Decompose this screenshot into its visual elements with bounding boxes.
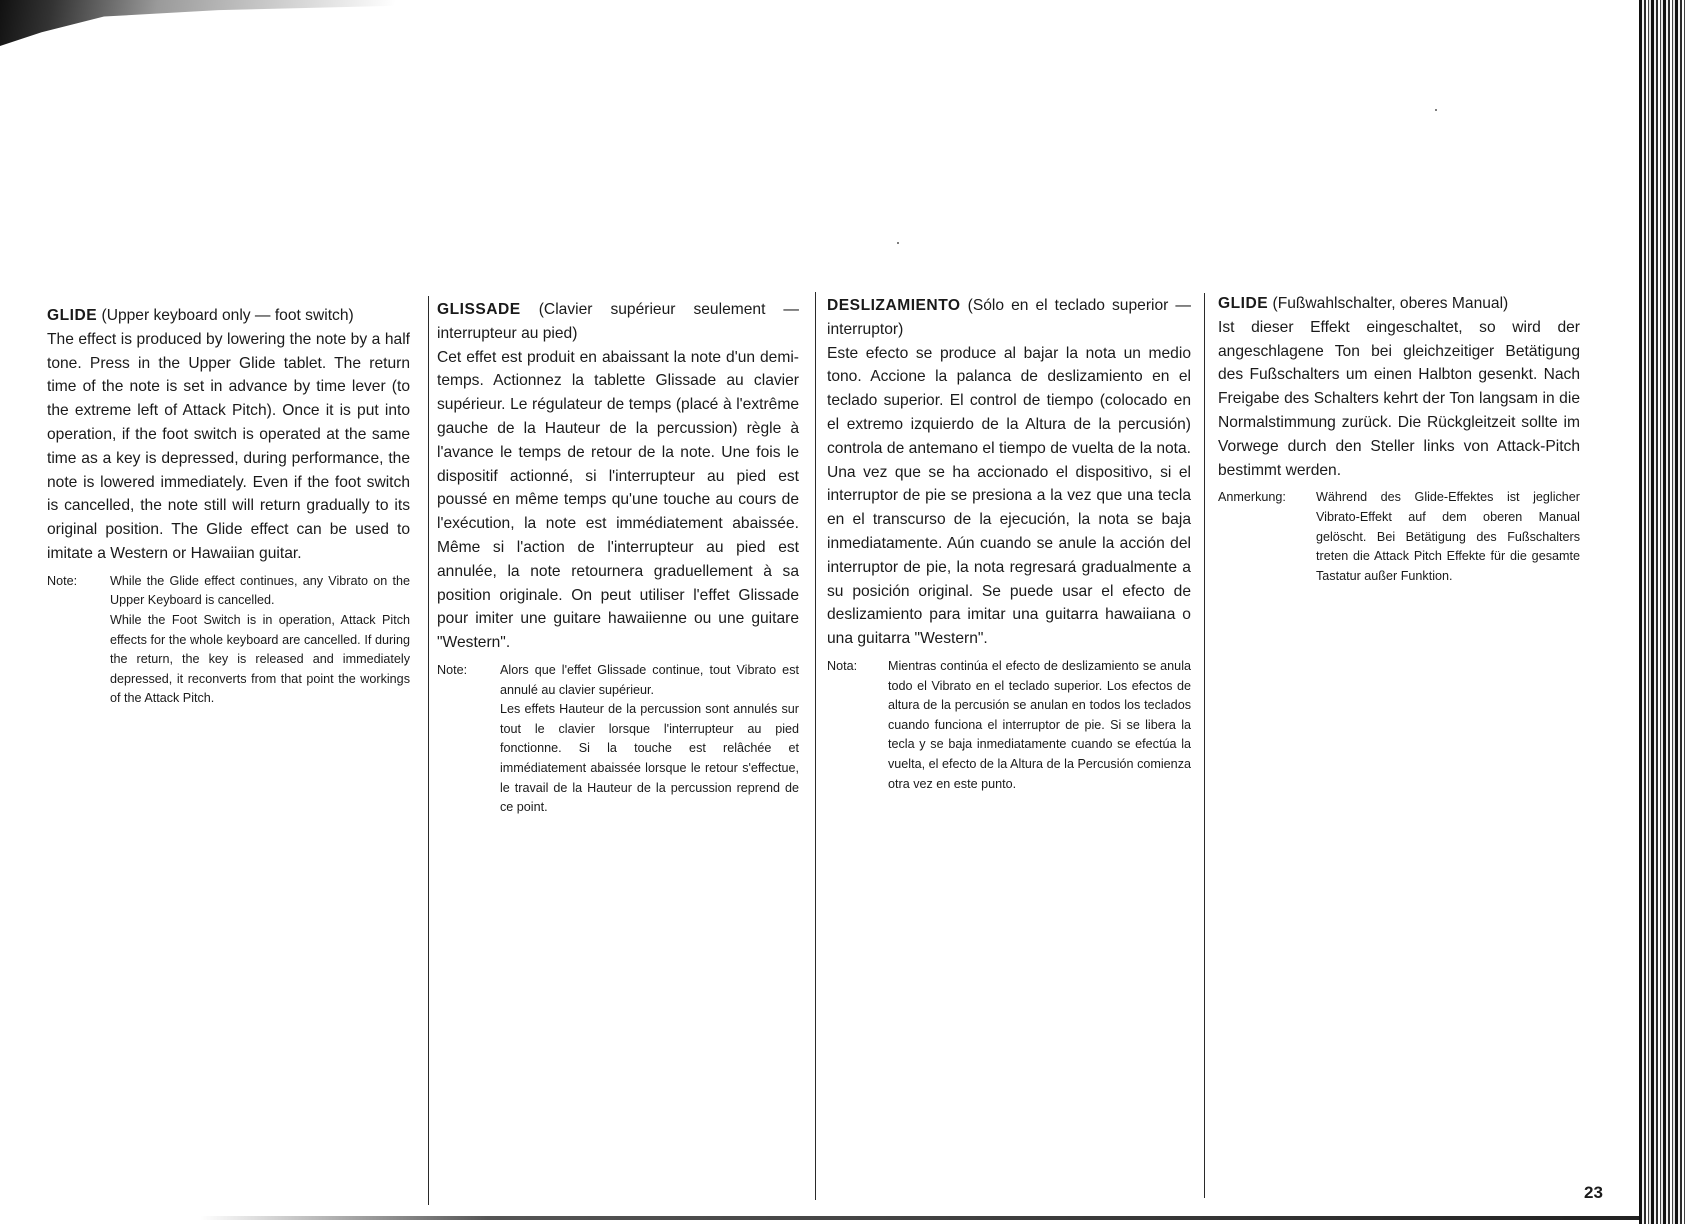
section-title: DESLIZAMIENTO [827, 297, 961, 314]
section-body: Este efecto se produce al bajar la nota un medio tono. Accione la palanca de deslizamiento en el teclado superior. El control de tiempo (colocado en el extremo izquierdo de la Altura de la percusión) controla de antemano el tiempo de vuelta de la nota. Una vez que se ha accionado el dispositivo, si el interruptor de pie se presiona a la vez que una tecla en el transcurso de la ejecución, la nota se baja inmediatamente. Aún cuando se anule la acción del interruptor de pie, la nota regresará gradualmente a su posición original. Se puede usar el efecto de deslizamiento para imitar una guitarra hawaiiana o una guitarra "Western". [827, 344, 1191, 648]
note-block [437, 661, 799, 818]
column-spanish [827, 294, 1191, 794]
note-text [1316, 488, 1580, 586]
note-text [500, 661, 799, 818]
section-heading [1218, 292, 1580, 316]
section-title: GLIDE [47, 307, 98, 324]
note-paragraph: Alors que l'effet Glissade continue, tout Vibrato est annulé au clavier supérieur. [500, 662, 799, 697]
section-title: GLISSADE [437, 301, 521, 318]
note-block [827, 657, 1191, 794]
section-subtitle: (Sólo en el teclado superior — interruptor) [827, 297, 1191, 338]
column-english [47, 304, 410, 709]
column-german [1218, 292, 1580, 586]
column-divider [815, 292, 816, 1200]
section-subtitle: (Fußwahlschalter, oberes Manual) [1272, 295, 1509, 312]
note-label: Nota: [827, 658, 858, 673]
section-heading [827, 294, 1191, 342]
section-subtitle: (Clavier supérieur seulement — interrupteur au pied) [437, 301, 800, 342]
note-label: Anmerkung: [1218, 490, 1286, 505]
section-heading [437, 298, 799, 346]
note-paragraph: While the Foot Switch is in operation, Attack Pitch effects for the whole keyboard are cancelled. If during the return, the key is released and immediately depressed, it reconverts from that point the workings of the Attack Pitch. [110, 612, 410, 706]
note-label: Note: [47, 573, 78, 588]
note-label: Note: [437, 662, 468, 677]
note-block [1218, 488, 1580, 586]
scan-speck [897, 242, 899, 244]
scan-speck [1435, 109, 1437, 111]
note-block [47, 572, 410, 709]
column-divider [428, 296, 429, 1205]
page-binding-edge [1639, 0, 1685, 1224]
section-subtitle: (Upper keyboard only — foot switch) [101, 307, 354, 324]
note-paragraph: Während des Glide-Effektes ist jeglicher Vibrato-Effekt auf dem oberen Manual gelöscht. Bei Betätigung des Fußschalters treten die Attack Pitch Effekte für die gesamte Tastatur außer Funktion. [1316, 490, 1580, 583]
section-heading [47, 304, 410, 328]
section-title: GLIDE [1218, 295, 1269, 312]
page-number: 23 [1584, 1183, 1603, 1202]
section-body: Cet effet est produit en abaissant la note d'un demi-temps. Actionnez la tablette Glissade au clavier supérieur. Le régulateur de temps (placé à l'extrême gauche de la Hauteur de la percussion) règle à l'avance le temps de retour de la note. Une fois le dispositif actionné, si l'interrupteur au pied est poussé en même temps qu'une touche au cours de l'exécution, la note est immédiatement abaissée. Même si l'action de l'interrupteur au pied est annulée, la note retournera graduellement à sa position originale. On peut utiliser l'effet Glissade pour imiter une guitare hawaiienne ou une guitare "Western". [437, 348, 799, 652]
scan-shadow-top [0, 0, 520, 46]
note-text [888, 657, 1191, 794]
section-body: The effect is produced by lowering the note by a half tone. Press in the Upper Glide tablet. The return time of the note is set in advance by time lever (to the extreme left of Attack Pitch). Once it is put into operation, if the foot switch is operated at the same time as a key is depressed, during performance, the note is lowered immediately. Even if the foot switch is cancelled, the note still will return gradually to its original position. The Glide effect can be used to imitate a Western or Hawaiian guitar. [47, 330, 410, 562]
column-divider [1204, 293, 1205, 1198]
note-paragraph: Mientras continúa el efecto de deslizamiento se anula todo el Vibrato en el teclado superior. Los efectos de altura de la percusión se anulan en todos los teclados cuando funciona el interruptor de pie. Si se libera la tecla y se baja inmediatamente cuando se efectúa la vuelta, el efecto de la Altura de la Percusión comienza otra vez en este punto. [888, 658, 1191, 791]
section-body: Ist dieser Effekt eingeschaltet, so wird der angeschlagene Ton bei gleichzeitiger Betätigung des Fußschalters um einen Halbton gesenkt. Nach Freigabe des Schalters kehrt der Ton langsam in die Normalstimmung zurück. Die Rückgleitzeit sollte im Vorwege durch den Steller links von Attack-Pitch bestimmt werden. [1218, 318, 1580, 479]
note-paragraph: Les effets Hauteur de la percussion sont annulés sur tout le clavier lorsque l'interrupteur au pied fonctionne. Si la touche est relâchée et immédiatement abaissée lorsque le retour s'effectue, le travail de la Hauteur de la percussion reprend de ce point. [500, 702, 799, 815]
page-bottom-edge [200, 1216, 1639, 1220]
column-french [437, 298, 799, 818]
note-paragraph: While the Glide effect continues, any Vibrato on the Upper Keyboard is cancelled. [110, 573, 410, 608]
note-text [110, 572, 410, 709]
